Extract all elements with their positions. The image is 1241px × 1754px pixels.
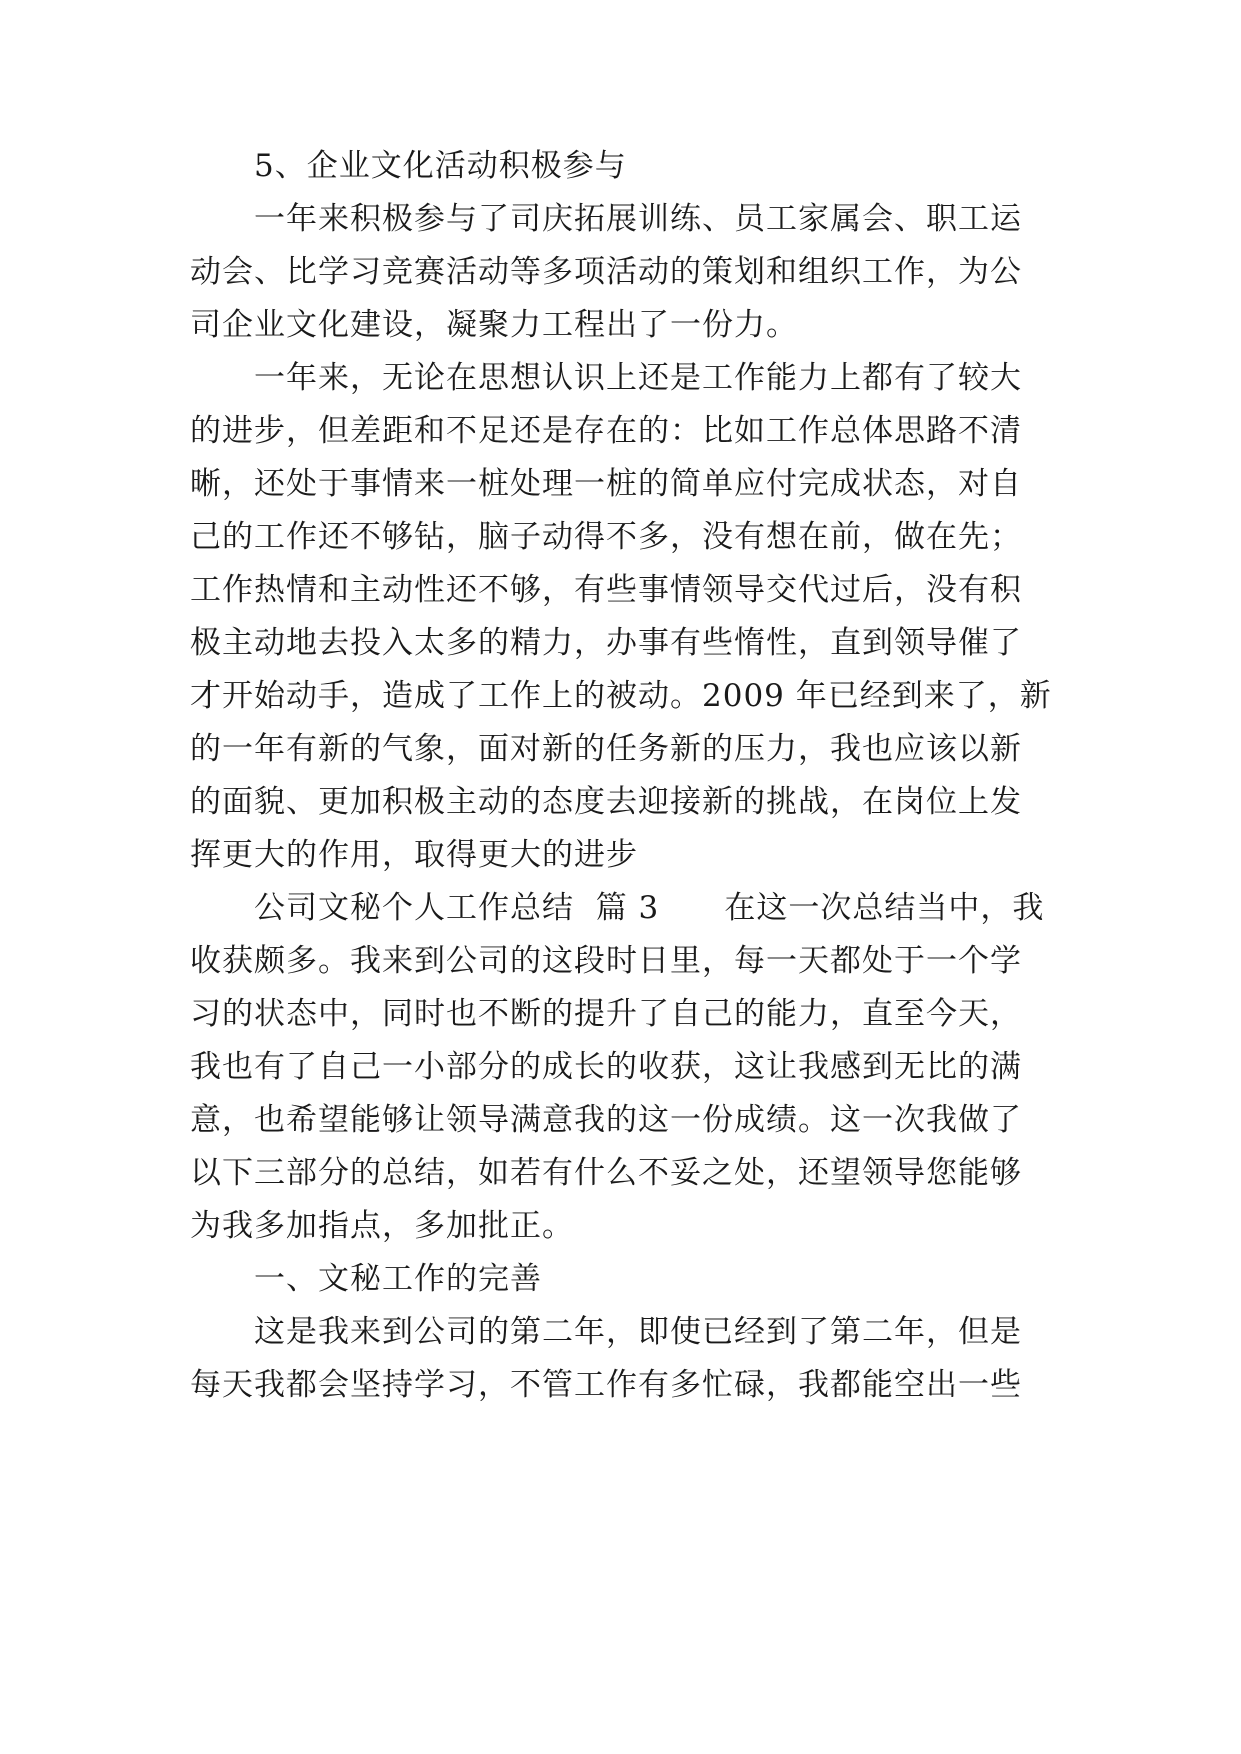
- paragraph-line: 挥更大的作用，取得更大的进步: [190, 837, 638, 873]
- paragraph-line: 的面貌、更加积极主动的态度去迎接新的挑战，在岗位上发: [190, 784, 1022, 820]
- paragraph-line: 的一年有新的气象，面对新的任务新的压力，我也应该以新: [190, 731, 1022, 767]
- paragraph-line: 每天我都会坚持学习，不管工作有多忙碌，我都能空出一些: [190, 1367, 1022, 1403]
- paragraph-line: 司企业文化建设，凝聚力工程出了一份力。: [190, 307, 798, 343]
- paragraph-line: 我也有了自己一小部分的成长的收获，这让我感到无比的满: [190, 1049, 1022, 1085]
- article-title-line: 公司文秘个人工作总结 篇 3 在这一次总结当中，我: [254, 890, 1045, 926]
- paragraph-line: 意，也希望能够让领导满意我的这一份成绩。这一次我做了: [190, 1102, 1022, 1138]
- paragraph-line: 动会、比学习竞赛活动等多项活动的策划和组织工作，为公: [190, 254, 1022, 290]
- paragraph-line: 这是我来到公司的第二年，即使已经到了第二年，但是: [254, 1314, 1022, 1350]
- paragraph-line: 一年来积极参与了司庆拓展训练、员工家属会、职工运: [254, 201, 1022, 237]
- paragraph-line: 极主动地去投入太多的精力，办事有些惰性，直到领导催了: [190, 625, 1022, 661]
- section-heading-secretarial-work: 一、文秘工作的完善: [254, 1261, 542, 1297]
- paragraph-line: 的进步，但差距和不足还是存在的：比如工作总体思路不清: [190, 413, 1022, 449]
- paragraph-line: 一年来，无论在思想认识上还是工作能力上都有了较大: [254, 360, 1022, 396]
- section-heading-corporate-culture: 5、企业文化活动积极参与: [254, 148, 627, 184]
- paragraph-line: 晰，还处于事情来一桩处理一桩的简单应付完成状态，对自: [190, 466, 1022, 502]
- paragraph-line: 习的状态中，同时也不断的提升了自己的能力，直至今天，: [190, 996, 1022, 1032]
- paragraph-line: 为我多加指点，多加批正。: [190, 1208, 574, 1244]
- paragraph-line: 才开始动手，造成了工作上的被动。2009 年已经到来了，新: [190, 678, 1052, 714]
- paragraph-line: 己的工作还不够钻，脑子动得不多，没有想在前，做在先；: [190, 519, 1022, 555]
- paragraph-line: 工作热情和主动性还不够，有些事情领导交代过后，没有积: [190, 572, 1022, 608]
- paragraph-line: 以下三部分的总结，如若有什么不妥之处，还望领导您能够: [190, 1155, 1022, 1191]
- paragraph-line: 收获颇多。我来到公司的这段时日里，每一天都处于一个学: [190, 943, 1022, 979]
